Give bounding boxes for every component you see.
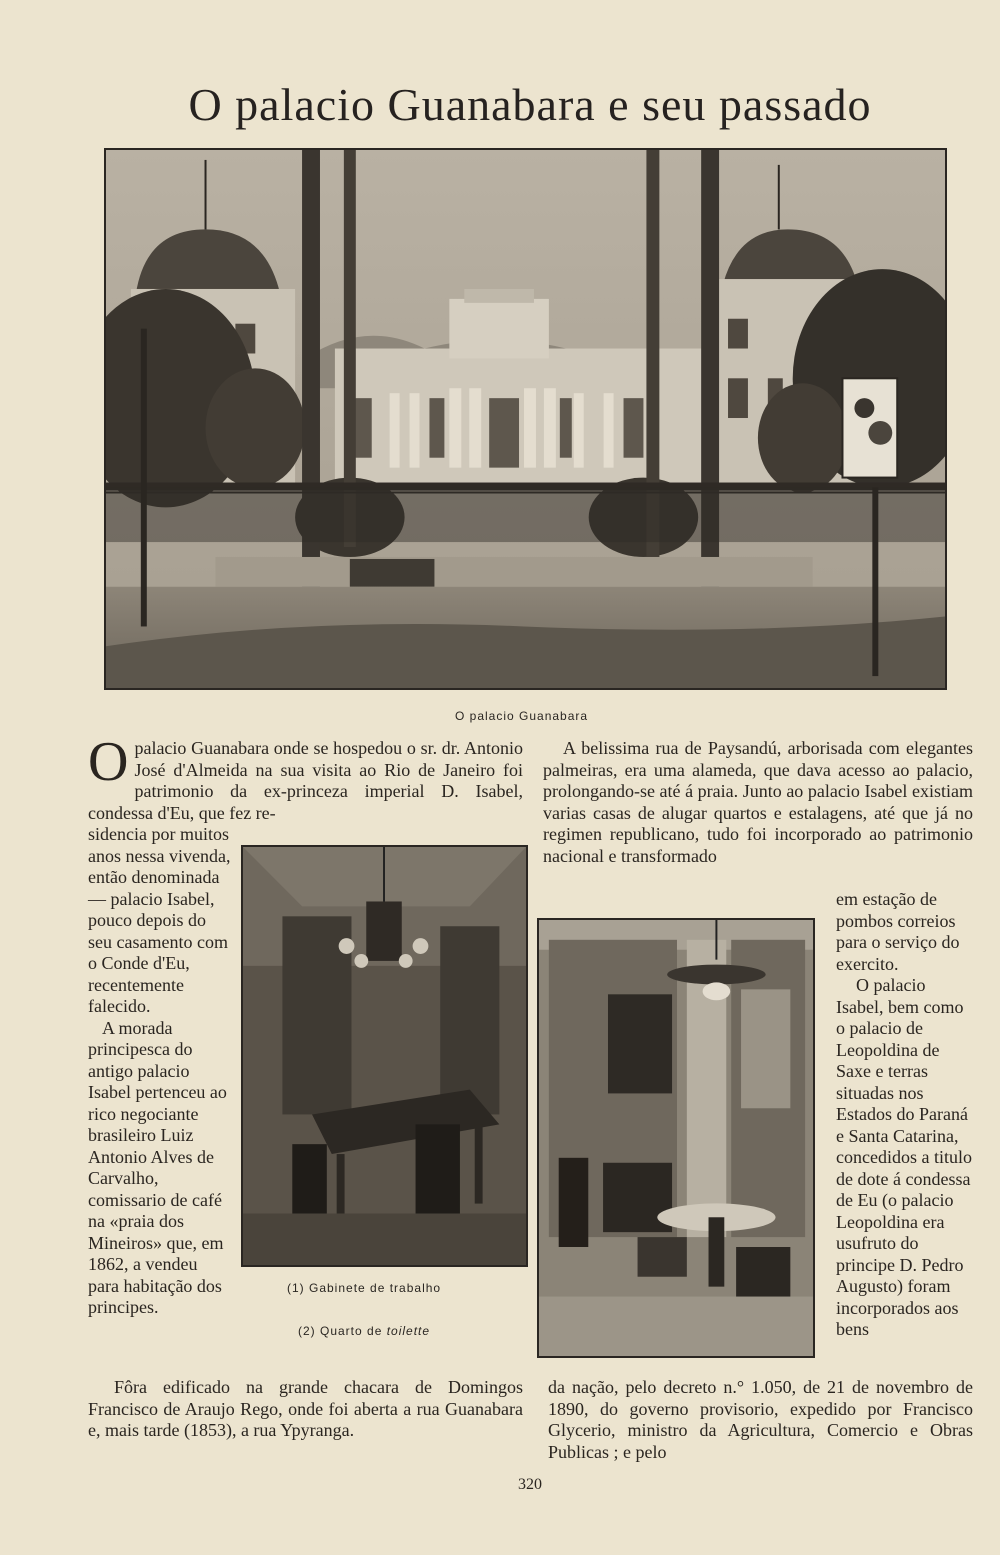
right-paragraph-1: A belissima rua de Paysandú, arborisada com elegantes palmeiras, era uma alameda, que dava acesso ao palacio, prolongando-se até á praia. Junto ao palacio Isabel existiam varias casas de alugar quartos e estalagens, até que já no regimen republicano, tudo foi incorporado ao patrimonio nacional e transformado: [543, 738, 973, 866]
palace-photo: [104, 148, 947, 690]
right-column-bottom: [548, 1377, 973, 1463]
right-column-top: [543, 738, 973, 867]
right-column-narrow: [836, 889, 973, 1341]
left-column-bottom: [88, 1377, 523, 1442]
photo-2-caption: [298, 1324, 430, 1338]
left-paragraph-2: A morada principesca do antigo palacio Isabel pertenceu ao rico negociante brasileiro Luiz Antonio Alves de Carvalho, comissario de café na «praia dos Mineiros» que, em 1862, a vendeu para habitação dos principes.: [88, 1017, 227, 1317]
right-paragraph-1b: em estação de pombos correios para o serviço do exercito.: [836, 889, 960, 974]
left-paragraph-1a: palacio Guanabara onde se hospedou o sr. dr. Antonio José d'Almeida na sua visita ao Rio de Janeiro foi patrimonio da ex-princeza imperial D. Isabel, condessa d'Eu, que fez re-: [88, 738, 523, 823]
drop-cap: O: [88, 731, 129, 793]
office-photo: [241, 845, 528, 1267]
left-column-top: [88, 731, 523, 824]
main-photo-caption: O palacio Guanabara: [455, 709, 589, 723]
left-column-narrow: [88, 824, 231, 1319]
page-number: 320: [518, 1476, 542, 1493]
photo-2-caption-text: (2) Quarto de: [298, 1324, 387, 1338]
toilette-room-photo: [537, 918, 815, 1358]
right-paragraph-2: O palacio Isabel, bem como o palacio de Leopoldina de Saxe e terras situadas nos Estados do Paraná e Santa Catarina, concedidos a titulo de dote á condessa de Eu (o palacio Leopoldina era usufruto do principe D. Pedro Augusto) foram incorporados aos bens: [836, 975, 972, 1339]
article-title: O palacio Guanabara e seu passado: [188, 79, 872, 130]
right-paragraph-3: da nação, pelo decreto n.° 1.050, de 21 de novembro de 1890, do governo provisorio, expedido por Francisco Glycerio, ministro da Agricultura, Comercio e Obras Publicas ; e pelo: [548, 1377, 973, 1462]
left-paragraph-1b: sidencia por muitos anos nessa vivenda, então denominada — palacio Isabel, pouco depois do seu casamento com o Conde d'Eu, recentemente falecido.: [88, 824, 231, 1016]
photo-1-caption: (1) Gabinete de trabalho: [287, 1281, 442, 1295]
photo-2-caption-italic: toilette: [386, 1324, 431, 1338]
left-paragraph-3: Fôra edificado na grande chacara de Domingos Francisco de Araujo Rego, onde foi aberta a rua Guanabara e, mais tarde (1853), a rua Ypyranga.: [88, 1377, 523, 1440]
